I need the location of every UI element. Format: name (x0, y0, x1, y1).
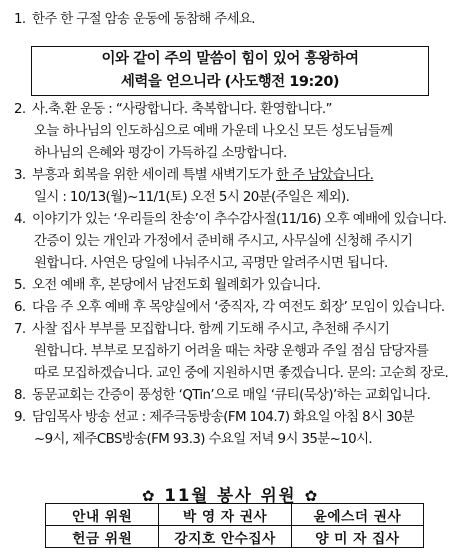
item-text: ~9시, 제주CBS방송(FM 93.3) 수요일 저녁 9시 35분~10시. (34, 432, 373, 447)
notice-item-8 (14, 385, 454, 407)
table-cell: 양 미 자 집사 (291, 526, 423, 548)
flower-icon: ✿ (141, 487, 157, 505)
item-number: 3. (14, 168, 26, 183)
table-cell: 안내 위원 (46, 504, 159, 526)
item-text: 하나님의 은혜와 평강이 가득하길 소망합니다. (34, 146, 287, 161)
notice-item-2 (14, 99, 454, 165)
item-text: 한주 한 구절 암송 운동에 동참해 주세요. (32, 12, 255, 27)
notice-item-5 (14, 275, 454, 297)
item-text: 오늘 하나님의 인도하심으로 예배 가운데 나오신 모든 성도님들께 (34, 124, 393, 139)
item-text: 부흥과 회복을 위한 세이레 특별 새벽기도가 (32, 168, 276, 183)
table-cell: 박 영 자 권사 (159, 504, 291, 526)
table-cell: 강지호 안수집사 (159, 526, 291, 548)
service-title-text: 11월 봉사 위원 (164, 486, 297, 505)
notice-item-4 (14, 209, 454, 275)
item-text-underlined: 한 주 남았습니다. (275, 168, 374, 183)
item-text: 따로 모집하겠습니다. 교인 중에 지원하시면 좋겠습니다. 문의: 고순희 장로. (34, 366, 449, 381)
item-number: 7. (14, 322, 26, 337)
item-text: 담임목사 방송 선교 : 제주극동방송(FM 104.7) 화요일 아침 8시 30분 (32, 410, 415, 425)
item-text: 이야기가 있는 ‘우리들의 찬송’이 추수감사절(11/16) 오후 예배에 있습니다. (32, 212, 447, 227)
item-text: 원합니다. 사연은 당일에 나눠주시고, 곡명만 알려주시면 됩니다. (34, 256, 388, 271)
memory-verse-box (31, 46, 429, 96)
notice-item-7 (14, 319, 454, 385)
item-text: 동문교회는 간증이 풍성한 ‘QTin’으로 매일 ‘큐티(묵상)’하는 교회입니다. (32, 388, 431, 403)
notice-item-1 (14, 9, 454, 31)
item-text: 일시 : 10/13(월)~11/1(토) 오전 5시 20분(주일은 제외). (34, 190, 350, 205)
item-number: 9. (14, 410, 26, 425)
item-number: 4. (14, 212, 26, 227)
item-text: 사찰 집사 부부를 모집합니다. 함께 기도해 주시고, 추천해 주시기 (32, 322, 390, 337)
table-row (46, 504, 424, 526)
verse-line-1: 이와 같이 주의 말씀이 힘이 있어 흥왕하여 (101, 51, 359, 67)
notice-item-3 (14, 165, 454, 209)
item-text: 사.축.환 운동 : “사랑합니다. 축복합니다. 환영합니다.” (32, 102, 332, 117)
table-cell: 헌금 위원 (46, 526, 159, 548)
notice-item-9 (14, 407, 454, 451)
table-row (46, 526, 424, 548)
flower-icon: ✿ (304, 487, 320, 505)
item-number: 8. (14, 388, 26, 403)
item-number: 5. (14, 278, 26, 293)
item-text: 원합니다. 부부로 모집하기 어려울 때는 차량 운행과 주일 점심 담당자를 (34, 344, 429, 359)
table-cell: 윤에스더 권사 (291, 504, 423, 526)
item-number: 2. (14, 102, 26, 117)
verse-line-2: 세력을 얻으니라 (사도행전 19:20) (120, 74, 340, 90)
item-text: 다음 주 오후 예배 후 목양실에서 ‘중직자, 각 여전도 회장’ 모임이 있습니다. (32, 300, 445, 315)
item-number: 6. (14, 300, 26, 315)
item-text: 오전 예배 후, 본당에서 남전도회 월례회가 있습니다. (32, 278, 321, 293)
item-text: 간증이 있는 개인과 가정에서 준비해 주시고, 사무실에 신청해 주시기 (34, 234, 413, 249)
service-committee-table (45, 503, 424, 548)
notice-item-6 (14, 297, 454, 319)
item-number: 1. (14, 12, 26, 27)
